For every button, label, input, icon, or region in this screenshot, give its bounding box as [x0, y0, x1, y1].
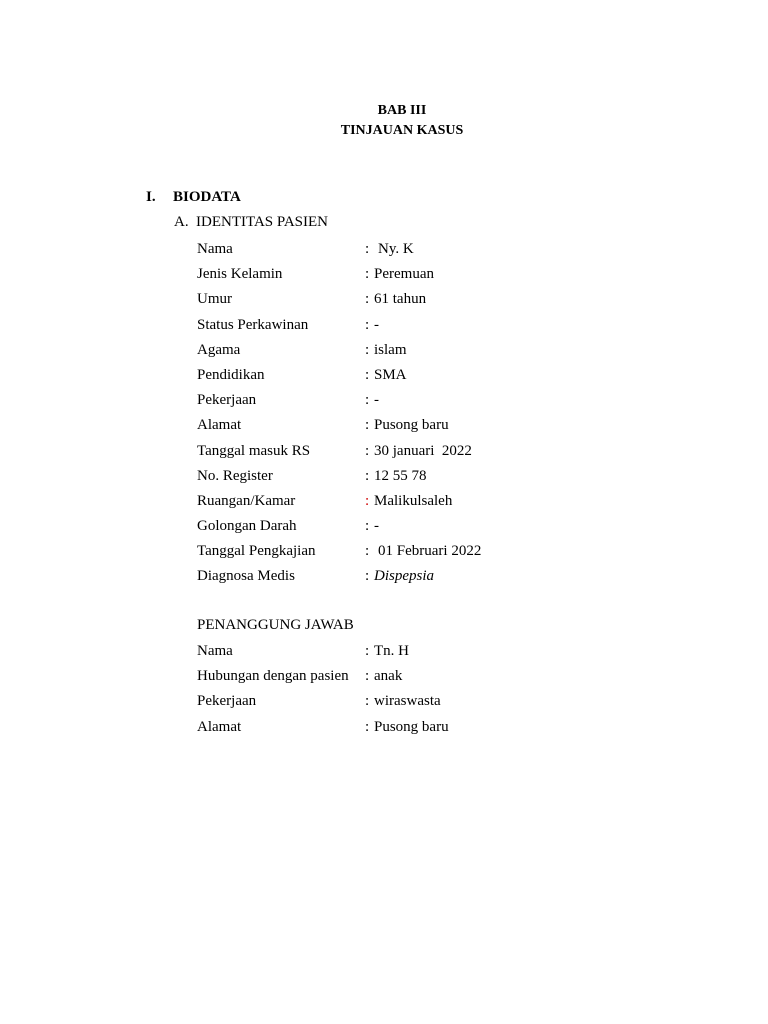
- field-separator: :: [365, 341, 370, 358]
- patient-identity-heading: [174, 214, 328, 231]
- chapter-number: BAB III: [377, 103, 427, 118]
- field-separator: :: [365, 442, 370, 459]
- field-label: Nama: [197, 643, 233, 659]
- field-separator: :: [365, 467, 370, 484]
- field-label: Alamat: [197, 718, 242, 735]
- field-label: Umur: [197, 291, 232, 308]
- field-value: -: [374, 518, 379, 535]
- field-value: Tn. H: [374, 643, 409, 659]
- field-separator: :: [365, 543, 370, 560]
- field-separator: :: [365, 518, 370, 535]
- field-value: SMA: [374, 366, 407, 383]
- field-separator: :: [365, 643, 370, 659]
- field-separator: :: [365, 291, 370, 308]
- field-label: Pendidikan: [197, 366, 265, 383]
- chapter-title: TINJAUAN KASUS: [340, 123, 464, 138]
- field-value: 61 tahun: [374, 291, 427, 308]
- field-label: Agama: [197, 341, 241, 358]
- section-title: BIODATA: [173, 189, 241, 205]
- field-separator: :: [365, 316, 370, 333]
- field-separator: :: [365, 392, 370, 409]
- field-label: Tanggal Pengkajian: [197, 543, 316, 560]
- field-value: 30 januari 2022: [374, 442, 472, 459]
- field-value: anak: [374, 668, 403, 685]
- field-separator: :: [365, 366, 370, 383]
- section-number: I.: [146, 189, 156, 205]
- field-value: Pusong baru: [374, 417, 449, 434]
- field-separator: :: [365, 241, 370, 257]
- guardian-heading: PENANGGUNG JAWAB: [197, 617, 354, 633]
- field-label: Diagnosa Medis: [197, 568, 295, 585]
- field-value: Dispepsia: [374, 568, 434, 585]
- field-label: Pekerjaan: [197, 392, 257, 409]
- field-label: No. Register: [197, 467, 273, 484]
- field-separator: :: [365, 668, 370, 685]
- field-separator: :: [365, 693, 370, 710]
- field-value: -: [374, 392, 379, 409]
- field-value: wiraswasta: [374, 693, 441, 710]
- field-value: islam: [374, 341, 407, 358]
- subsection-letter: A.: [174, 214, 189, 230]
- field-separator-highlighted: :: [365, 492, 370, 509]
- field-value: -: [374, 316, 379, 333]
- field-separator: :: [365, 266, 370, 283]
- field-label: Status Perkawinan: [197, 316, 309, 333]
- field-label: Hubungan dengan pasien: [197, 668, 349, 685]
- field-label: Tanggal masuk RS: [197, 442, 311, 459]
- field-value: 01 Februari 2022: [378, 543, 482, 560]
- subsection-title: IDENTITAS PASIEN: [196, 214, 328, 230]
- field-label: Golongan Darah: [197, 518, 297, 535]
- field-value: Malikulsaleh: [374, 492, 453, 509]
- field-separator: :: [365, 417, 370, 434]
- field-label: Nama: [197, 241, 233, 257]
- field-separator: :: [365, 568, 370, 585]
- field-value: 12 55 78: [374, 467, 427, 484]
- field-label: Pekerjaan: [197, 693, 257, 710]
- field-label: Jenis Kelamin: [197, 266, 283, 283]
- field-value: Ny. K: [378, 241, 414, 257]
- field-label: Ruangan/Kamar: [197, 492, 296, 509]
- field-label: Alamat: [197, 417, 242, 434]
- field-separator: :: [365, 718, 370, 735]
- field-value: Pusong baru: [374, 718, 449, 735]
- field-value: Peremuan: [374, 266, 434, 283]
